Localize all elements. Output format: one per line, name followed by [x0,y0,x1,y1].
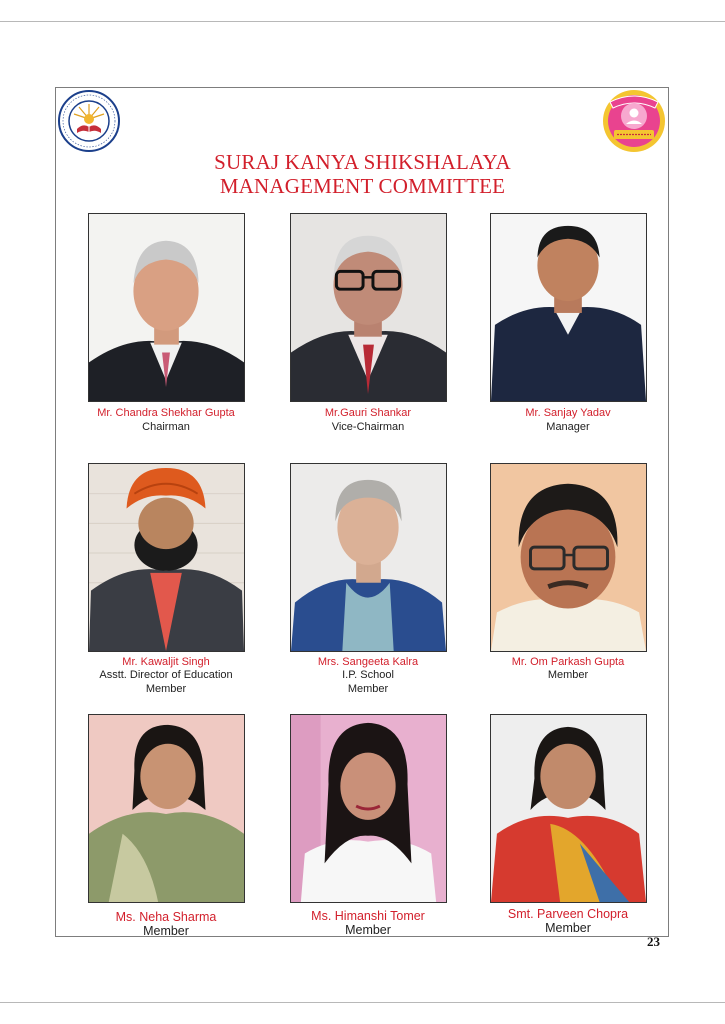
member-name: Smt. Parveen Chopra [507,907,629,921]
member-name: Ms. Neha Sharma [115,910,217,924]
member-photo [88,714,245,903]
member-role: Member [545,921,591,935]
top-rule [0,21,725,22]
member-photo [88,463,245,652]
member-name: Mr.Gauri Shankar [324,407,412,419]
member-photo [290,463,447,652]
member-role: Member [345,923,391,937]
bottom-rule [0,1002,725,1003]
member-photo [490,463,647,652]
member-role: Member [547,669,589,681]
member-role: Asstt. Director of Education [99,669,233,681]
member-photo [490,714,647,903]
member-name: Mr. Sanjay Yadav [525,407,611,419]
member-role: Manager [546,421,590,433]
page-number: 23 [647,934,660,949]
member-photo [290,714,447,903]
page-title-line-2: MANAGEMENT COMMITTEE [219,174,506,198]
member-name: Mrs. Sangeeta Kalra [317,656,419,668]
member-role: Member [145,683,187,695]
member-name: Mr. Chandra Shekhar Gupta [97,407,235,419]
member-name: Ms. Himanshi Tomer [311,909,425,923]
page-title-line-1: SURAJ KANYA SHIKSHALAYA [214,150,511,174]
member-role: I.P. School [342,669,394,681]
member-photo [490,213,647,402]
member-role: Member [347,683,389,695]
member-name: Mr. Kawaljit Singh [122,656,210,668]
member-role: Member [143,924,189,938]
member-photo [290,213,447,402]
school-seal-logo [57,89,121,153]
member-role: Vice-Chairman [331,421,405,433]
member-role: Chairman [142,421,190,433]
centenary-logo [600,88,668,154]
member-name: Mr. Om Parkash Gupta [511,656,625,668]
member-photo [88,213,245,402]
